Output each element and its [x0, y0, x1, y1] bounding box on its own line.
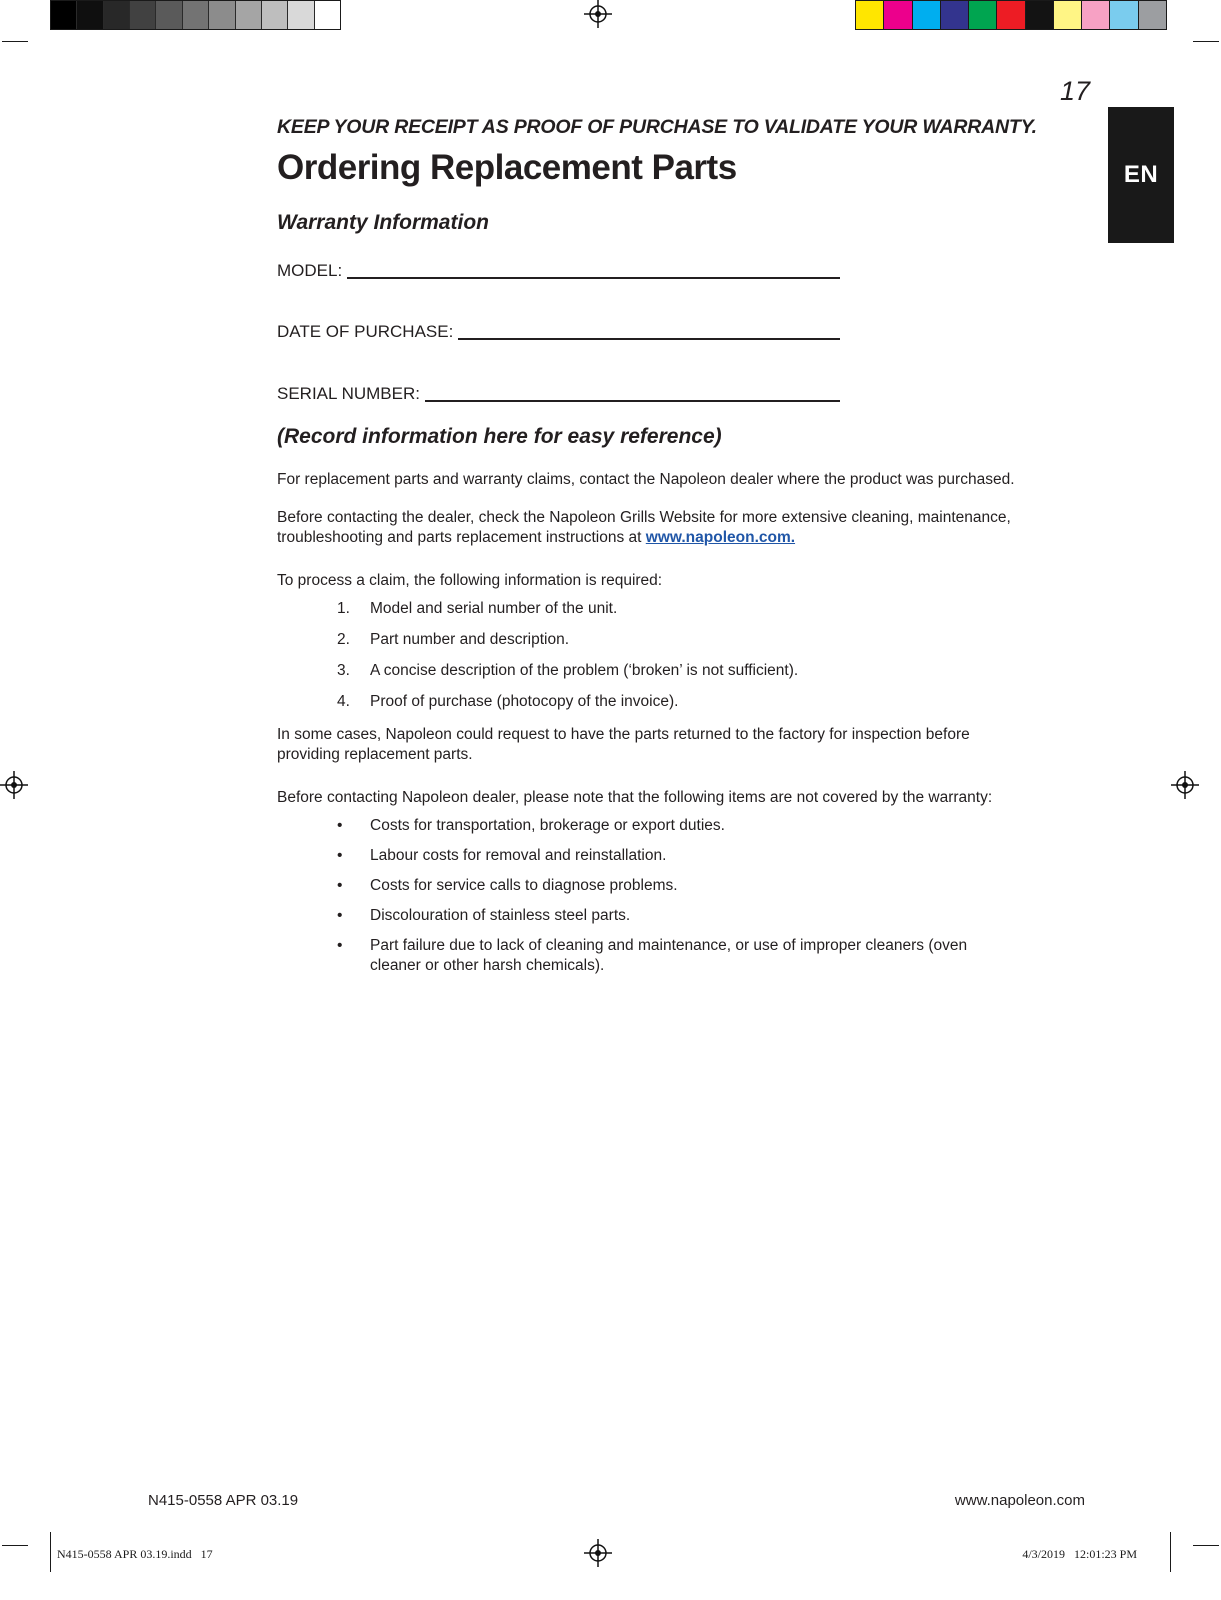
language-tab-label: EN: [1123, 161, 1159, 188]
color-swatch: [1139, 1, 1166, 29]
website-paragraph: [277, 508, 1063, 548]
color-swatch: [130, 1, 156, 29]
claim-step-item: [277, 661, 1037, 681]
bullet-icon: •: [337, 937, 343, 954]
page-title: Ordering Replacement Parts: [277, 148, 737, 187]
exclusion-item: [277, 906, 1037, 926]
crop-mark: [1193, 41, 1219, 42]
color-swatch: [183, 1, 209, 29]
contact-dealer-paragraph: For replacement parts and warranty claims, contact the Napoleon dealer where the product was purchased.: [277, 471, 1015, 488]
color-swatch: [209, 1, 235, 29]
exclusions-intro-paragraph: Before contacting Napoleon dealer, please note that the following items are not covered by the warranty:: [277, 789, 993, 806]
receipt-warranty-notice: KEEP YOUR RECEIPT AS PROOF OF PURCHASE TO VALIDATE YOUR WARRANTY.: [277, 116, 1037, 138]
list-number: 2.: [337, 631, 350, 648]
crop-mark: [2, 1545, 28, 1546]
color-swatch: [1110, 1, 1138, 29]
crop-mark: [1170, 1532, 1171, 1572]
color-swatch: [1054, 1, 1082, 29]
model-label: MODEL:: [277, 261, 343, 280]
document-number: N415-0558 APR 03.19: [148, 1492, 299, 1509]
claim-steps-list: [277, 599, 1037, 723]
color-swatch: [884, 1, 912, 29]
color-calibration-bar: [855, 0, 1167, 30]
exclusion-text: Costs for service calls to diagnose problems.: [370, 877, 678, 894]
registration-mark-left-icon: [0, 771, 28, 799]
color-swatch: [941, 1, 969, 29]
print-timestamp: 4/3/2019 12:01:23 PM: [1022, 1547, 1137, 1561]
color-swatch: [913, 1, 941, 29]
record-information-note: (Record information here for easy reference): [277, 425, 722, 448]
bullet-icon: •: [337, 817, 343, 834]
color-swatch: [315, 1, 340, 29]
exclusion-item: [277, 936, 1037, 976]
bullet-icon: •: [337, 847, 343, 864]
exclusion-text: Discolouration of stainless steel parts.: [370, 907, 631, 924]
claim-step-text: Part number and description.: [370, 631, 570, 648]
exclusion-item: [277, 816, 1037, 836]
footer-website: www.napoleon.com: [954, 1492, 1085, 1509]
color-swatch: [51, 1, 77, 29]
crop-mark: [2, 41, 28, 42]
claim-step-item: [277, 692, 1037, 712]
grayscale-calibration-bar: [50, 0, 341, 30]
inspection-note-paragraph: In some cases, Napoleon could request to have the parts returned to the factory for inspection before providing replacement parts.: [277, 726, 970, 763]
website-paragraph-text: Before contacting the dealer, check the Napoleon Grills Website for more extensive cleaning, maintenance, troubleshooting and parts replacement instructions at: [277, 509, 1011, 546]
color-swatch: [104, 1, 130, 29]
claim-step-item: [277, 599, 1037, 619]
bullet-icon: •: [337, 877, 343, 894]
crop-mark: [1193, 1545, 1219, 1546]
print-file-info: N415-0558 APR 03.19.indd 17: [57, 1547, 213, 1561]
color-swatch: [288, 1, 314, 29]
page-number: 17: [1060, 76, 1091, 106]
exclusion-item: [277, 876, 1037, 896]
warranty-information-heading: Warranty Information: [277, 211, 489, 234]
exclusion-item: [277, 846, 1037, 866]
registration-mark-top-icon: [584, 0, 612, 28]
color-swatch: [969, 1, 997, 29]
registration-mark-bottom-icon: [584, 1539, 612, 1567]
warranty-exclusions-list: [277, 816, 1037, 986]
serial-number-label: SERIAL NUMBER:: [277, 384, 420, 403]
model-field-row: [277, 261, 840, 281]
exclusion-text: Part failure due to lack of cleaning and maintenance, or use of improper cleaners (oven cleaner or other harsh chemicals).: [370, 937, 968, 974]
color-swatch: [997, 1, 1025, 29]
serial-number-field-row: [277, 384, 840, 404]
claim-intro-paragraph: To process a claim, the following information is required:: [277, 572, 663, 589]
bullet-icon: •: [337, 907, 343, 924]
language-tab-en: [1108, 107, 1174, 243]
list-number: 4.: [337, 693, 350, 710]
napoleon-website-link[interactable]: www.napoleon.com.: [645, 529, 796, 546]
color-swatch: [156, 1, 182, 29]
purchase-date-blank-line: [458, 322, 840, 340]
serial-number-blank-line: [425, 384, 840, 402]
exclusion-text: Labour costs for removal and reinstallation.: [370, 847, 667, 864]
claim-step-item: [277, 630, 1037, 650]
color-swatch: [77, 1, 103, 29]
list-number: 3.: [337, 662, 350, 679]
list-number: 1.: [337, 600, 350, 617]
purchase-date-label: DATE OF PURCHASE:: [277, 322, 454, 341]
color-swatch: [1082, 1, 1110, 29]
exclusion-text: Costs for transportation, brokerage or export duties.: [370, 817, 725, 834]
claim-step-text: Model and serial number of the unit.: [370, 600, 618, 617]
crop-mark: [50, 1532, 51, 1572]
color-swatch: [262, 1, 288, 29]
registration-mark-right-icon: [1171, 771, 1199, 799]
purchase-date-field-row: [277, 322, 840, 342]
color-swatch: [856, 1, 884, 29]
claim-step-text: Proof of purchase (photocopy of the invoice).: [370, 693, 679, 710]
color-swatch: [1026, 1, 1054, 29]
model-blank-line: [347, 261, 840, 279]
claim-step-text: A concise description of the problem (‘broken’ is not sufficient).: [370, 662, 799, 679]
color-swatch: [236, 1, 262, 29]
